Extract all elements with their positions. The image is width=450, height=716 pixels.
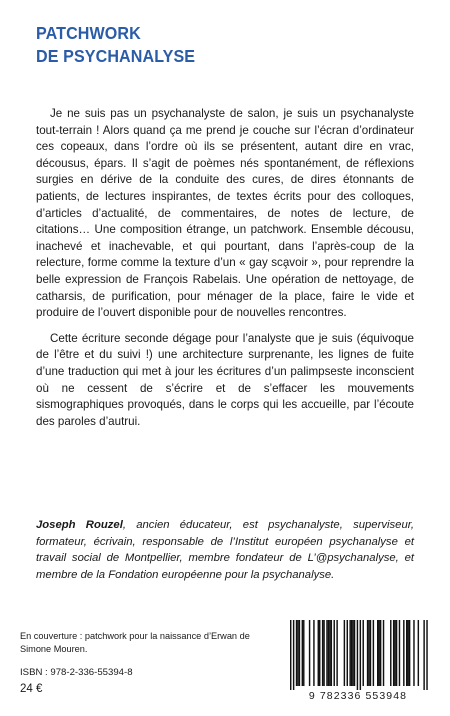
barcode-bar bbox=[373, 620, 374, 686]
barcode-bar bbox=[399, 620, 400, 686]
barcode-bar bbox=[403, 620, 404, 686]
barcode-bar bbox=[378, 620, 379, 686]
barcode-bar bbox=[396, 620, 397, 686]
barcode-bar bbox=[406, 620, 407, 686]
author-name: Joseph Rouzel bbox=[36, 519, 123, 531]
barcode bbox=[278, 620, 438, 702]
barcode-bar bbox=[357, 620, 358, 692]
cover-credit: En couverture : patchwork pour la naissance d’Erwan de Simone Mouren. bbox=[20, 631, 250, 654]
barcode-bar bbox=[418, 620, 419, 686]
barcode-bar bbox=[299, 620, 300, 686]
barcode-bar bbox=[390, 620, 391, 686]
barcode-bar bbox=[329, 620, 330, 686]
barcode-bar bbox=[303, 620, 304, 686]
barcode-bar bbox=[394, 620, 395, 686]
barcode-bar bbox=[368, 620, 369, 686]
barcode-bar bbox=[352, 620, 353, 686]
barcode-bar bbox=[344, 620, 345, 686]
barcode-bar bbox=[393, 620, 394, 686]
barcode-bar bbox=[413, 620, 414, 686]
barcode-bar bbox=[328, 620, 329, 686]
barcode-bar bbox=[407, 620, 408, 686]
barcode-bar bbox=[323, 620, 324, 686]
title-line-2: DE PSYCHANALYSE bbox=[36, 46, 196, 66]
barcode-bar bbox=[367, 620, 368, 686]
barcode-bar bbox=[309, 620, 310, 686]
blurb-paragraph-2: Cette écriture seconde dégage pour l’analyste que je suis (équivoque de l’être et du suivi !) une architecture surprenante, les lignes de fuite d’une traduction qui met à jour les écritures d’un palimpseste inconscient où ne cessent de s’écrire et de s’effacer les mouvements sismographiques provoqués, dans le corps qui les accueille, par l’écoute des paroles d’autrui. bbox=[36, 331, 414, 428]
barcode-bar bbox=[331, 620, 332, 686]
barcode-bar bbox=[293, 620, 294, 692]
barcode-bar bbox=[349, 620, 350, 686]
title-line-1: PATCHWORK bbox=[36, 23, 141, 43]
barcode-bars bbox=[278, 620, 438, 692]
barcode-bar bbox=[426, 620, 427, 692]
barcode-bar bbox=[383, 620, 384, 686]
barcode-bar bbox=[370, 620, 371, 686]
barcode-bar bbox=[354, 620, 355, 686]
book-title bbox=[36, 22, 195, 68]
barcode-bar bbox=[297, 620, 298, 686]
barcode-bar bbox=[336, 620, 337, 686]
barcode-bar bbox=[318, 620, 319, 686]
barcode-digits: 9 782336 553948 bbox=[278, 690, 438, 702]
back-cover-blurb bbox=[36, 106, 414, 430]
barcode-bar bbox=[377, 620, 378, 686]
author-bio bbox=[36, 517, 414, 583]
blurb-paragraph-1: Je ne suis pas un psychanalyste de salon, je suis un psychanalyste tout-terrain ! Alors quand ça me prend je couche sur l’écran d’ordinateur ces copeaux, dans l’ordre où ils se présentent, autant dire en vrac, décousus, épars. Il s’agit de poèmes nés spontanément, de réflexions surgies en dérive de la conduite des cures, de dires étonnants de patients, de lectures inspirantes, de textes écrits pour des colloques, d’articles d’actualité, de commentaires, de notes de lecture, de citations… Une composition étrange, un patchwork. Ensemble décousu, inachevé et inachevable, et qui pourtant, dans l’après-coup de la relecture, forme comme la texture d’un « gay sca̧voir », pour reprendre la belle expression de François Rabelais. Une opération de nettoyage, de catharsis, de purification, pour ménager de la place, faire le vide et produire de l’ouvert disponible pour de nouvelles rencontres. bbox=[36, 107, 414, 320]
barcode-bar bbox=[380, 620, 381, 686]
barcode-bar bbox=[347, 620, 348, 686]
barcode-bar bbox=[326, 620, 327, 686]
barcode-bar bbox=[360, 620, 361, 692]
barcode-bar bbox=[363, 620, 364, 686]
barcode-bar bbox=[423, 620, 424, 692]
isbn: ISBN : 978-2-336-55394-8 bbox=[20, 667, 133, 678]
barcode-bar bbox=[296, 620, 297, 686]
barcode-bar bbox=[319, 620, 320, 686]
barcode-bar bbox=[334, 620, 335, 686]
barcode-bar bbox=[409, 620, 410, 686]
barcode-bar bbox=[313, 620, 314, 686]
barcode-bar bbox=[322, 620, 323, 686]
price: 24 € bbox=[20, 683, 43, 695]
author-bio-text: , ancien éducateur, est psychanalyste, superviseur, formateur, écrivain, responsable de l’Institut européen psychanalyse et travail social de Montpellier, membre fondateur de L’@psychanalyse, et membre de la Fondation européenne pour la psychanalyse. bbox=[36, 519, 415, 581]
barcode-bar bbox=[290, 620, 291, 692]
barcode-bar bbox=[351, 620, 352, 686]
barcode-bar bbox=[302, 620, 303, 686]
